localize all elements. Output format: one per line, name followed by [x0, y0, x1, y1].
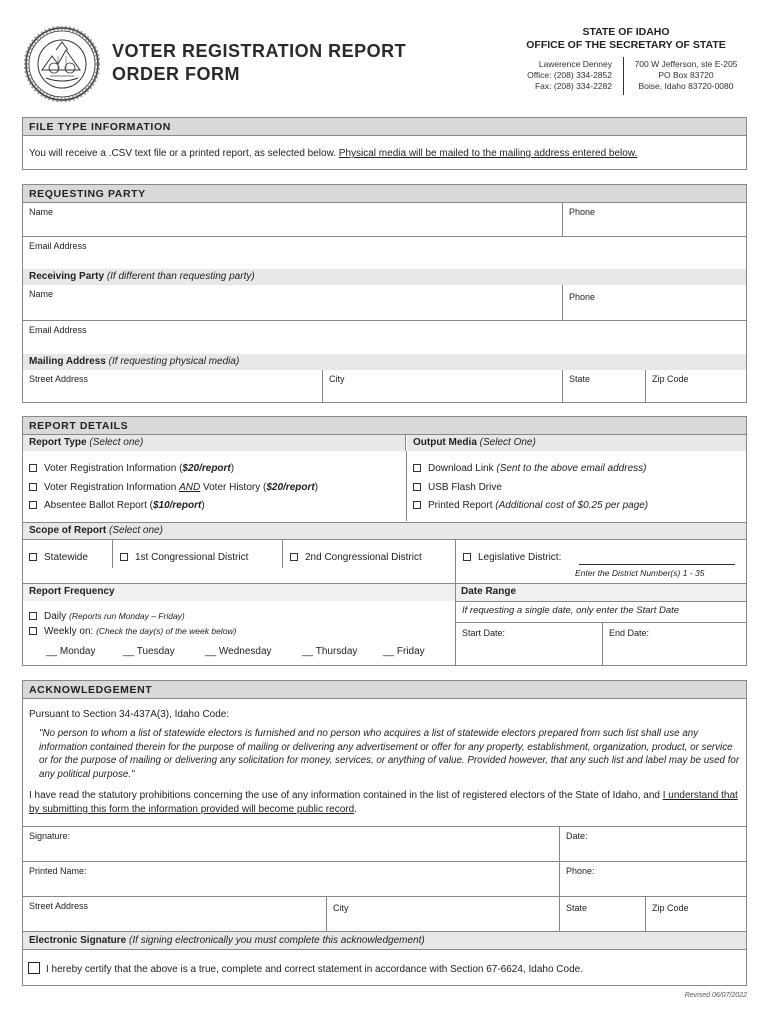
statute-quote: "No person to whom a list of statewide electors is furnished and no person who acquires a list of statewide electors prepared from such list shall use any information contained therein for the purpose of mailing or delivering any advertisement or offer for any property, establishment, organization, product, or service or for the purpose of mailing or delivering any solicitation for money, services, or anything of value. Provided however, that any such list and label may be used for any political purpose." — [39, 728, 740, 780]
frequency-heading: Report Frequency — [29, 586, 115, 597]
mailing-state-field[interactable] — [563, 370, 645, 403]
pursuant-text: Pursuant to Section 34-437A(3), Idaho Code: — [29, 709, 230, 720]
district-number-input[interactable] — [579, 564, 735, 565]
state-seal-icon — [24, 26, 100, 102]
output-media-option-1[interactable]: Download Link (Sent to the above email address) — [413, 463, 646, 474]
mailing-address-row — [23, 370, 746, 403]
day-monday[interactable]: __ Monday — [46, 646, 96, 657]
requester-name-label: Name — [29, 207, 54, 217]
mailing-street-field[interactable] — [23, 370, 322, 403]
mailing-address-block — [626, 59, 746, 92]
receiving-party-subheading: Receiving Party (If different than requesting party) — [23, 269, 746, 285]
signer-city-field[interactable] — [327, 897, 559, 931]
report-details-section — [22, 416, 747, 666]
receiver-phone-label: Phone — [569, 292, 596, 302]
requester-name-field[interactable] — [23, 203, 562, 236]
revised-date: Revised 06/07/2022 — [684, 992, 747, 999]
mailing-city-field[interactable] — [323, 370, 562, 403]
checkbox[interactable] — [29, 553, 37, 561]
end-date-field[interactable] — [603, 623, 746, 665]
checkbox[interactable] — [28, 962, 40, 974]
mailing-zip-label: Zip Code — [652, 374, 689, 384]
signer-city-label: City — [333, 903, 349, 913]
district-hint: Enter the District Number(s) 1 - 35 — [575, 568, 705, 578]
electronic-signature-subheading: Electronic Signature (If signing electronically you must complete this acknowledgement) — [23, 931, 746, 949]
file-type-text-plain: You will receive a .CSV text file or a printed report, as selected below. — [29, 148, 339, 159]
checkbox[interactable] — [29, 464, 37, 472]
start-date-field[interactable] — [456, 623, 602, 665]
receiver-email-label: Email Address — [29, 325, 87, 335]
mailing-state-label: State — [569, 374, 591, 384]
contact-name: Lawerence Denney — [538, 59, 612, 69]
printed-name-label: Printed Name: — [29, 866, 87, 876]
mailing-city-label: City — [329, 374, 345, 384]
report-type-option-3[interactable]: Absentee Ballot Report ($10/report) — [29, 500, 205, 511]
requester-phone-field[interactable] — [563, 203, 746, 236]
acknowledgement-statement: I have read the statutory prohibitions concerning the use of any information contained in the list of registered electors of the State of Idaho, and I understand that by submitting this form the information provided will become public record. — [29, 790, 738, 815]
address-line1: 700 W Jefferson, ste E-205 — [634, 59, 738, 69]
signer-address-row — [23, 896, 746, 931]
file-type-section — [22, 117, 747, 170]
form-title — [112, 40, 406, 86]
certify-text: I hereby certify that the above is a true, complete and correct statement in accordance with Section 67-6624, Idaho Code. — [46, 964, 583, 975]
form-title-line1: VOTER REGISTRATION REPORT — [112, 41, 407, 61]
day-friday[interactable]: __ Friday — [383, 646, 425, 657]
checkbox[interactable] — [463, 553, 471, 561]
fax-number: Fax: (208) 334-2282 — [534, 81, 612, 91]
signature-row — [23, 826, 746, 861]
form-title-line2: ORDER FORM — [112, 64, 240, 84]
start-date-label: Start Date: — [462, 628, 506, 638]
address-line3: Boise, Idaho 83720-0080 — [638, 81, 734, 91]
checkbox[interactable] — [29, 483, 37, 491]
requesting-party-heading: REQUESTING PARTY — [23, 185, 746, 203]
frequency-weekly[interactable]: Weekly on: (Check the day(s) of the week below) — [29, 626, 236, 637]
requester-email-field[interactable] — [23, 237, 746, 268]
checkbox[interactable] — [120, 553, 128, 561]
phone-field[interactable] — [560, 862, 746, 896]
requester-name-row — [23, 203, 746, 236]
checkbox[interactable] — [29, 612, 37, 620]
mailing-address-subheading: Mailing Address (If requesting physical media) — [23, 354, 746, 370]
checkbox[interactable] — [29, 501, 37, 509]
day-thursday[interactable]: __ Thursday — [302, 646, 358, 657]
scope-1st-district[interactable]: 1st Congressional District — [120, 552, 248, 563]
frequency-daily[interactable]: Daily (Reports run Monday – Friday) — [29, 611, 185, 622]
scope-statewide[interactable]: Statewide — [29, 552, 88, 563]
report-type-option-2[interactable]: Voter Registration Information AND Voter History ($20/report) — [29, 482, 318, 493]
output-media-option-2[interactable]: USB Flash Drive — [413, 482, 502, 493]
date-range-heading: Date Range — [461, 586, 517, 597]
certify-checkbox-option[interactable] — [28, 962, 583, 975]
requesting-party-section — [22, 184, 747, 403]
scope-row — [23, 539, 746, 583]
checkbox[interactable] — [29, 627, 37, 635]
printed-name-row — [23, 861, 746, 896]
address-line2: PO Box 83720 — [658, 70, 714, 80]
acknowledgement-heading: ACKNOWLEDGEMENT — [23, 681, 746, 699]
scope-2nd-district[interactable]: 2nd Congressional District — [290, 552, 422, 563]
day-wednesday[interactable]: __ Wednesday — [205, 646, 272, 657]
contact-divider — [623, 57, 624, 95]
agency-block — [508, 26, 744, 52]
signer-zip-label: Zip Code — [652, 903, 689, 913]
checkbox[interactable] — [413, 464, 421, 472]
report-type-subheading: Report Type (Select one) — [23, 435, 406, 451]
day-tuesday[interactable]: __ Tuesday — [123, 646, 175, 657]
receiver-phone-field[interactable] — [563, 285, 746, 320]
phone-label: Phone: — [566, 866, 595, 876]
requester-email-row — [23, 236, 746, 268]
signature-field[interactable] — [23, 827, 559, 861]
signer-street-label: Street Address — [29, 901, 89, 911]
signer-street-field[interactable] — [23, 897, 326, 931]
signature-label: Signature: — [29, 831, 71, 841]
certify-row — [23, 949, 746, 986]
date-field[interactable] — [560, 827, 746, 861]
printed-name-field[interactable] — [23, 862, 559, 896]
mailing-street-label: Street Address — [29, 374, 89, 384]
receiver-name-field[interactable] — [23, 285, 562, 320]
checkbox[interactable] — [413, 501, 421, 509]
file-type-text-underlined: Physical media will be mailed to the mailing address entered below. — [338, 148, 638, 159]
checkbox[interactable] — [290, 553, 298, 561]
mailing-zip-field[interactable] — [646, 370, 746, 403]
receiver-name-row — [23, 285, 746, 320]
requester-phone-label: Phone — [569, 207, 596, 217]
report-details-heading: REPORT DETAILS — [23, 417, 746, 435]
file-type-heading: FILE TYPE INFORMATION — [23, 118, 746, 136]
acknowledgement-section — [22, 680, 747, 986]
receiver-email-row — [23, 320, 746, 353]
state-name: STATE OF IDAHO — [582, 26, 670, 38]
contact-block — [508, 59, 620, 92]
signer-state-label: State — [566, 903, 588, 913]
signer-zip-field[interactable] — [646, 897, 746, 931]
office-name: OFFICE OF THE SECRETARY OF STATE — [526, 39, 726, 51]
checkbox[interactable] — [413, 483, 421, 491]
output-media-option-3[interactable]: Printed Report (Additional cost of $0.25 per page) — [413, 500, 648, 511]
requester-email-label: Email Address — [29, 241, 87, 251]
output-media-subheading: Output Media (Select One) — [407, 435, 746, 451]
date-hint: If requesting a single date, only enter the Start Date — [456, 601, 746, 623]
receiver-email-field[interactable] — [23, 321, 746, 353]
file-type-text — [29, 148, 637, 159]
end-date-label: End Date: — [609, 628, 650, 638]
receiver-name-label: Name — [29, 289, 54, 299]
date-label: Date: — [566, 831, 588, 841]
scope-subheading: Scope of Report (Select one) — [23, 522, 746, 539]
scope-legislative-district[interactable]: Legislative District: — [463, 552, 561, 563]
signer-state-field[interactable] — [560, 897, 645, 931]
office-phone: Office: (208) 334-2852 — [527, 70, 612, 80]
frequency-header-row — [23, 583, 746, 601]
report-type-option-1[interactable]: Voter Registration Information ($20/report) — [29, 463, 234, 474]
